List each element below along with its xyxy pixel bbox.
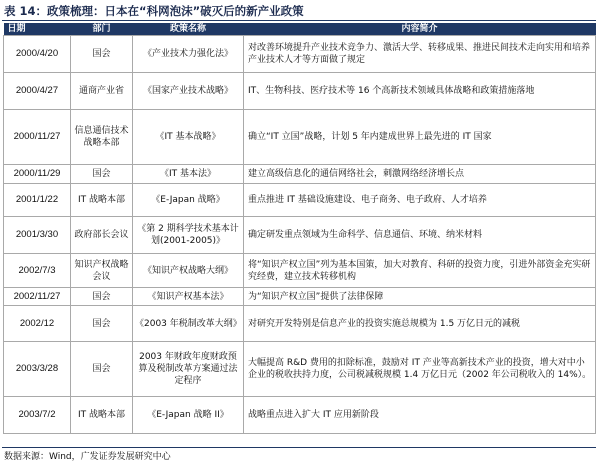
table-row [4,165,596,184]
cell-date: 2000/4/20 [4,36,71,73]
cell-date: 2000/11/29 [4,165,71,184]
cell-policy-name: 2003 年财政年度财政预算及税制改革方案通过法定程序 [133,342,244,397]
cell-content: IT、生物科技、医疗技术等 16 个高新技术领域具体战略和政策措施落地 [244,73,596,110]
source-note: 数据来源：Wind，广发证券发展研究中心 [4,452,171,462]
cell-policy-name: 《IT 基本法》 [133,165,244,184]
cell-dept: 知识产权战略会议 [71,254,133,288]
top-rule [2,20,596,21]
cell-date: 2000/4/27 [4,73,71,110]
cell-date: 2001/1/22 [4,184,71,217]
table-row [4,36,596,73]
cell-date: 2003/3/28 [4,342,71,397]
table-row [4,254,596,288]
cell-content: 重点推进 IT 基础设施建设、电子商务、电子政府、人才培养 [244,184,596,217]
cell-date: 2000/11/27 [4,110,71,165]
table-header-row [4,23,596,36]
table-row [4,184,596,217]
cell-policy-name: 《知识产权战略大纲》 [133,254,244,288]
cell-policy-name: 《第 2 期科学技术基本计划(2001-2005)》 [133,217,244,254]
table-row [4,288,596,306]
cell-dept: 国会 [71,165,133,184]
cell-date: 2003/7/2 [4,397,71,434]
cell-content: 对改善环境提升产业技术竞争力、激活大学、转移成果、推进民间技术走向实用和培养产业技术人才等方面做了规定 [244,36,596,73]
table-row [4,397,596,434]
table-row [4,217,596,254]
column-header-name: 政策名称 [133,23,244,36]
cell-dept: 信息通信技术战略本部 [71,110,133,165]
cell-dept: 国会 [71,288,133,306]
cell-content: 战略重点进入扩大 IT 应用新阶段 [244,397,596,434]
cell-policy-name: 《产业技术力强化法》 [133,36,244,73]
cell-content: 大幅提高 R&D 费用的扣除标准，鼓励对 IT 产业等高新技术产业的投资，增大对中小企业的税收扶持力度，公司税减税规模 1.4 万亿日元（2002 年公司税收入的 14%）。 [244,342,596,397]
cell-policy-name: 《国家产业技术战略》 [133,73,244,110]
cell-dept: 通商产业省 [71,73,133,110]
cell-content: 确定研发重点领域为生命科学、信息通信、环境、纳米材料 [244,217,596,254]
cell-content: 为“知识产权立国”提供了法律保障 [244,288,596,306]
cell-policy-name: 《知识产权基本法》 [133,288,244,306]
cell-dept: 政府部长会议 [71,217,133,254]
cell-policy-name: 《IT 基本战略》 [133,110,244,165]
column-header-date: 日期 [4,23,71,36]
table-row [4,110,596,165]
cell-dept: 国会 [71,36,133,73]
cell-policy-name: 《E-Japan 战略 II》 [133,397,244,434]
cell-content: 建立高级信息化的通信网络社会，刺激网络经济增长点 [244,165,596,184]
table-row [4,73,596,110]
cell-date: 2002/12 [4,306,71,342]
cell-dept: 国会 [71,306,133,342]
cell-date: 2002/7/3 [4,254,71,288]
cell-date: 2001/3/30 [4,217,71,254]
cell-dept: IT 战略本部 [71,397,133,434]
cell-dept: IT 战略本部 [71,184,133,217]
table-row [4,306,596,342]
cell-content: 对研究开发特别是信息产业的投资实施总规模为 1.5 万亿日元的减税 [244,306,596,342]
column-header-dept: 部门 [71,23,133,36]
cell-dept: 国会 [71,342,133,397]
cell-date: 2002/11/27 [4,288,71,306]
cell-content: 将“知识产权立国”列为基本国策，加大对教育、科研的投资力度，引进外部资金充实研究经费，建立技术转移机构 [244,254,596,288]
bottom-rule [2,447,596,448]
cell-policy-name: 《2003 年税制改革大纲》 [133,306,244,342]
table-caption: 表 14：政策梳理：日本在“科网泡沫”破灭后的新产业政策 [4,4,304,18]
table-row [4,342,596,397]
column-header-content: 内容简介 [244,23,596,36]
cell-policy-name: 《E-Japan 战略》 [133,184,244,217]
policy-table [3,23,596,434]
cell-content: 确立“IT 立国”战略，计划 5 年内建成世界上最先进的 IT 国家 [244,110,596,165]
